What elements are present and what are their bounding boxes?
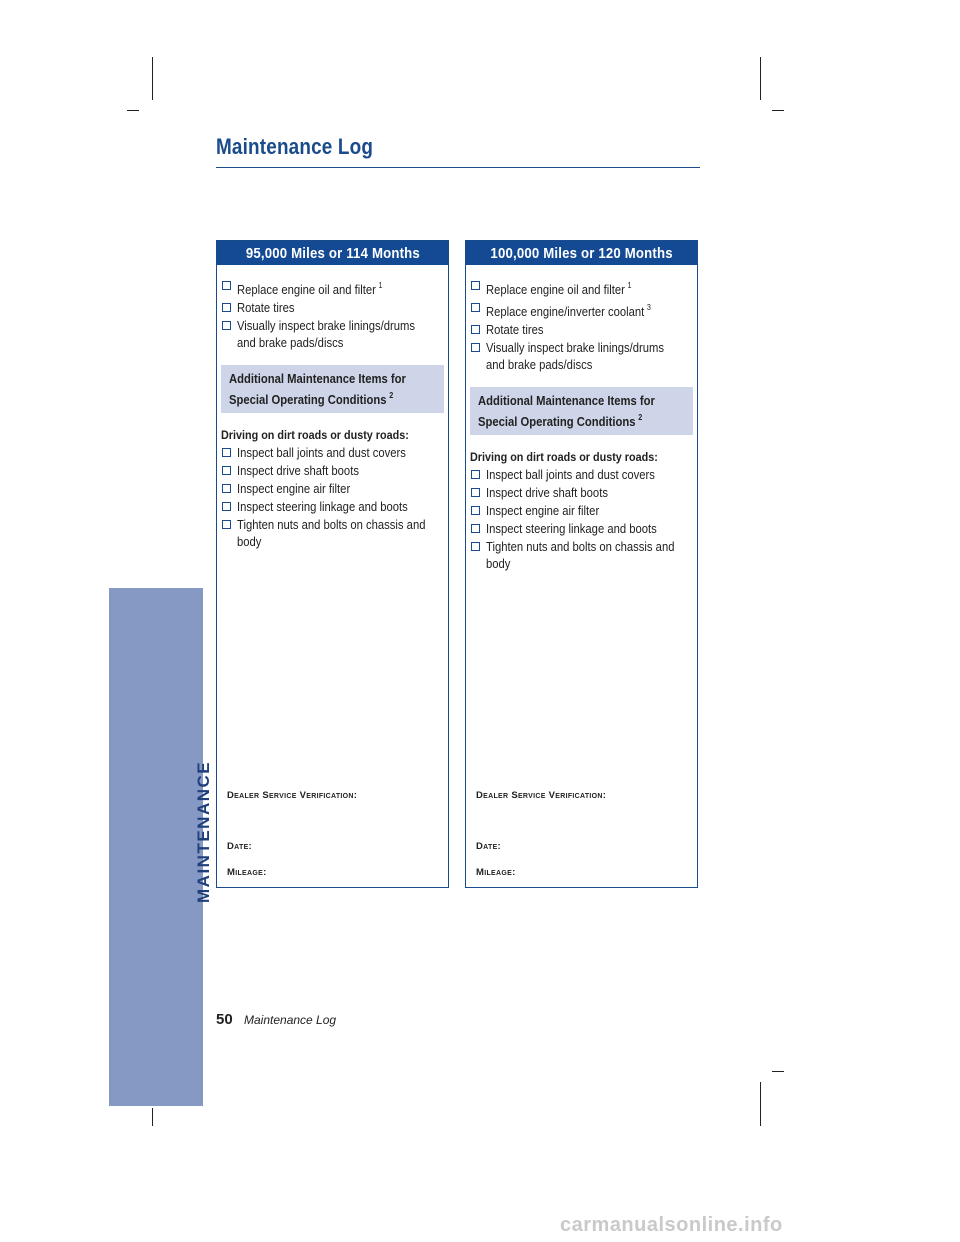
checklist-item[interactable]: Inspect steering linkage and boots: [470, 521, 691, 538]
page-title: Maintenance Log: [216, 134, 374, 159]
card-header: 100,000 Miles or 120 Months: [466, 241, 697, 265]
checkbox[interactable]: [471, 542, 480, 551]
checklist-item[interactable]: Replace engine oil and filter $^1$: [470, 278, 691, 299]
page-number: 50: [216, 1011, 233, 1028]
checklist-item[interactable]: Rotate tires: [470, 322, 691, 339]
maintenance-card-95000: [216, 240, 449, 888]
checklist-item[interactable]: Inspect drive shaft boots: [470, 485, 691, 502]
condition-heading: Driving on dirt roads or dusty roads:: [470, 450, 658, 464]
crop-mark: [127, 110, 139, 111]
checklist-item[interactable]: Tighten nuts and bolts on chassis and body: [470, 539, 691, 572]
mileage-label: Mileage:: [476, 867, 516, 878]
side-tab-label: MAINTENANCE: [194, 760, 213, 903]
maintenance-items: [466, 278, 697, 373]
date-label: Date:: [227, 841, 253, 852]
checklist-item[interactable]: Inspect ball joints and dust covers: [221, 445, 442, 462]
maintenance-items: [217, 278, 448, 351]
checklist-item[interactable]: Visually inspect brake linings/drums and brake pads/discs: [221, 318, 442, 351]
checklist-item[interactable]: Replace engine/inverter coolant $^3$: [470, 300, 691, 321]
dealer-verification-label: Dealer Service Verification:: [476, 790, 607, 801]
crop-mark: [152, 1108, 153, 1126]
title-rule: [216, 167, 700, 168]
checklist-item[interactable]: Tighten nuts and bolts on chassis and body: [221, 517, 442, 550]
crop-mark: [772, 1071, 784, 1072]
crop-mark: [772, 110, 784, 111]
checklist-item[interactable]: Visually inspect brake linings/drums and brake pads/discs: [470, 340, 691, 373]
checklist-item[interactable]: Replace engine oil and filter $^1$: [221, 278, 442, 299]
additional-maintenance-box: Additional Maintenance Items for Special Operating Conditions $^2$: [470, 387, 693, 435]
card-header: 95,000 Miles or 114 Months: [217, 241, 448, 265]
crop-mark: [152, 57, 153, 100]
date-label: Date:: [476, 841, 502, 852]
maintenance-card-100000: [465, 240, 698, 888]
checklist-item[interactable]: Inspect steering linkage and boots: [221, 499, 442, 516]
condition-heading: Driving on dirt roads or dusty roads:: [221, 428, 409, 442]
watermark: carmanualsonline.info: [560, 1214, 783, 1236]
checklist-item[interactable]: Inspect drive shaft boots: [221, 463, 442, 480]
checklist-item[interactable]: Inspect engine air filter: [221, 481, 442, 498]
checkbox[interactable]: [471, 303, 480, 312]
checklist-item[interactable]: Inspect engine air filter: [470, 503, 691, 520]
checkbox[interactable]: [471, 470, 480, 479]
condition-items: [217, 445, 448, 550]
checkbox[interactable]: [222, 502, 231, 511]
checkbox[interactable]: [471, 506, 480, 515]
checkbox[interactable]: [471, 325, 480, 334]
condition-items: [466, 467, 697, 572]
checkbox[interactable]: [222, 466, 231, 475]
side-tab: [109, 588, 203, 1106]
additional-maintenance-box: Additional Maintenance Items for Special Operating Conditions $^2$: [221, 365, 444, 413]
checkbox[interactable]: [471, 488, 480, 497]
mileage-label: Mileage:: [227, 867, 267, 878]
checklist-item[interactable]: Inspect ball joints and dust covers: [470, 467, 691, 484]
checkbox[interactable]: [471, 524, 480, 533]
dealer-verification-label: Dealer Service Verification:: [227, 790, 358, 801]
checkbox[interactable]: [222, 484, 231, 493]
checkbox[interactable]: [222, 448, 231, 457]
checklist-item[interactable]: Rotate tires: [221, 300, 442, 317]
checkbox[interactable]: [222, 303, 231, 312]
checkbox[interactable]: [471, 281, 480, 290]
footer-label: Maintenance Log: [244, 1013, 337, 1027]
checkbox[interactable]: [222, 281, 231, 290]
checkbox[interactable]: [222, 520, 231, 529]
crop-mark: [760, 57, 761, 100]
checkbox[interactable]: [471, 343, 480, 352]
crop-mark: [760, 1082, 761, 1126]
checkbox[interactable]: [222, 321, 231, 330]
